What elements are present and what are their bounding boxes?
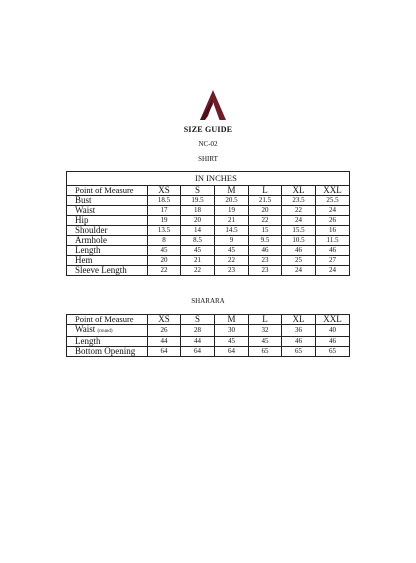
measurement-cell: 23 bbox=[215, 266, 249, 276]
measurement-cell: 45 bbox=[181, 246, 215, 256]
measurement-cell: 20 bbox=[249, 206, 282, 216]
table-row bbox=[67, 216, 350, 226]
row-label-text: Hip bbox=[75, 215, 89, 225]
measurement-cell: 23 bbox=[249, 256, 282, 266]
table-row bbox=[67, 337, 350, 347]
measurement-cell: 22 bbox=[249, 216, 282, 226]
sharara-size-table bbox=[66, 314, 350, 357]
column-header-size: XL bbox=[282, 186, 316, 196]
row-label bbox=[67, 216, 148, 226]
measurement-cell: 15 bbox=[249, 226, 282, 236]
table-row bbox=[67, 236, 350, 246]
measurement-cell: 65 bbox=[249, 347, 282, 357]
measurement-cell: 17 bbox=[148, 206, 181, 216]
column-header-size: S bbox=[181, 315, 215, 325]
measurement-cell: 45 bbox=[215, 337, 249, 347]
measurement-cell: 23.5 bbox=[282, 196, 316, 206]
measurement-cell: 16 bbox=[316, 226, 350, 236]
measurement-cell: 30 bbox=[215, 325, 249, 337]
column-header-size: M bbox=[215, 186, 249, 196]
product-code: NC-02 bbox=[198, 140, 218, 148]
column-header-size: XS bbox=[148, 315, 181, 325]
measurement-cell: 28 bbox=[181, 325, 215, 337]
measurement-cell: 24 bbox=[316, 206, 350, 216]
row-label-text: Armhole bbox=[75, 235, 107, 245]
table-row bbox=[67, 206, 350, 216]
table-row bbox=[67, 325, 350, 337]
shirt-section-title: SHIRT bbox=[198, 155, 218, 163]
measurement-cell: 25 bbox=[282, 256, 316, 266]
row-label bbox=[67, 196, 148, 206]
row-label-text: Length bbox=[75, 336, 101, 346]
measurement-cell: 10.5 bbox=[282, 236, 316, 246]
measurement-cell: 19 bbox=[148, 216, 181, 226]
column-header-label: Point of Measure bbox=[67, 315, 148, 325]
brand-a-logo-icon bbox=[200, 90, 226, 120]
measurement-cell: 65 bbox=[316, 347, 350, 357]
page-title: SIZE GUIDE bbox=[183, 125, 233, 134]
table-row bbox=[67, 266, 350, 276]
row-label-text: Waist bbox=[75, 324, 96, 334]
row-label-note: (round) bbox=[97, 329, 113, 334]
row-label bbox=[67, 226, 148, 236]
measurement-cell: 45 bbox=[148, 246, 181, 256]
measurement-cell: 45 bbox=[215, 246, 249, 256]
measurement-cell: 64 bbox=[148, 347, 181, 357]
row-label bbox=[67, 246, 148, 256]
measurement-cell: 13.5 bbox=[148, 226, 181, 236]
row-label bbox=[67, 337, 148, 347]
measurement-cell: 25.5 bbox=[316, 196, 350, 206]
measurement-cell: 21 bbox=[215, 216, 249, 226]
table-banner-row bbox=[67, 172, 350, 186]
table-header-row bbox=[67, 315, 350, 325]
measurement-cell: 23 bbox=[249, 266, 282, 276]
table-row bbox=[67, 196, 350, 206]
column-header-size: M bbox=[215, 315, 249, 325]
measurement-cell: 32 bbox=[249, 325, 282, 337]
measurement-cell: 20 bbox=[148, 256, 181, 266]
row-label-text: Bust bbox=[75, 195, 92, 205]
column-header-size: XS bbox=[148, 186, 181, 196]
measurement-cell: 46 bbox=[249, 246, 282, 256]
measurement-cell: 64 bbox=[215, 347, 249, 357]
measurement-cell: 19 bbox=[215, 206, 249, 216]
row-label bbox=[67, 206, 148, 216]
measurement-cell: 44 bbox=[181, 337, 215, 347]
measurement-cell: 15.5 bbox=[282, 226, 316, 236]
measurement-cell: 8.5 bbox=[181, 236, 215, 246]
measurement-cell: 24 bbox=[316, 266, 350, 276]
measurement-cell: 24 bbox=[282, 216, 316, 226]
row-label bbox=[67, 347, 148, 357]
measurement-cell: 18 bbox=[181, 206, 215, 216]
row-label-text: Bottom Opening bbox=[75, 346, 136, 356]
shirt-size-table bbox=[66, 171, 350, 276]
column-header-label: Point of Measure bbox=[67, 186, 148, 196]
column-header-size: L bbox=[249, 315, 282, 325]
measurement-cell: 11.5 bbox=[316, 236, 350, 246]
column-header-size: XXL bbox=[316, 186, 350, 196]
measurement-cell: 45 bbox=[249, 337, 282, 347]
measurement-cell: 20 bbox=[181, 216, 215, 226]
measurement-cell: 44 bbox=[148, 337, 181, 347]
measurement-cell: 24 bbox=[282, 266, 316, 276]
table-row bbox=[67, 226, 350, 236]
column-header-size: S bbox=[181, 186, 215, 196]
measurement-cell: 36 bbox=[282, 325, 316, 337]
row-label-text: Length bbox=[75, 245, 101, 255]
sharara-section-title: SHARARA bbox=[191, 297, 225, 305]
measurement-cell: 46 bbox=[316, 337, 350, 347]
table-row bbox=[67, 347, 350, 357]
measurement-cell: 21 bbox=[181, 256, 215, 266]
measurement-cell: 65 bbox=[282, 347, 316, 357]
table-row bbox=[67, 256, 350, 266]
measurement-cell: 18.5 bbox=[148, 196, 181, 206]
measurement-cell: 26 bbox=[316, 216, 350, 226]
row-label-text: Shoulder bbox=[75, 225, 108, 235]
measurement-cell: 9.5 bbox=[249, 236, 282, 246]
row-label-text: Hem bbox=[75, 255, 93, 265]
measurement-cell: 22 bbox=[215, 256, 249, 266]
measurement-cell: 14 bbox=[181, 226, 215, 236]
measurement-cell: 22 bbox=[148, 266, 181, 276]
row-label-text: Waist bbox=[75, 205, 96, 215]
measurement-cell: 22 bbox=[282, 206, 316, 216]
measurement-cell: 21.5 bbox=[249, 196, 282, 206]
measurement-cell: 8 bbox=[148, 236, 181, 246]
row-label bbox=[67, 266, 148, 276]
measurement-cell: 46 bbox=[316, 246, 350, 256]
measurement-cell: 22 bbox=[181, 266, 215, 276]
row-label bbox=[67, 325, 148, 337]
row-label bbox=[67, 236, 148, 246]
measurement-cell: 19.5 bbox=[181, 196, 215, 206]
measurement-cell: 20.5 bbox=[215, 196, 249, 206]
column-header-size: L bbox=[249, 186, 282, 196]
units-banner: IN INCHES bbox=[67, 172, 350, 186]
measurement-cell: 27 bbox=[316, 256, 350, 266]
row-label bbox=[67, 256, 148, 266]
measurement-cell: 64 bbox=[181, 347, 215, 357]
measurement-cell: 46 bbox=[282, 337, 316, 347]
table-header-row bbox=[67, 186, 350, 196]
measurement-cell: 46 bbox=[282, 246, 316, 256]
measurement-cell: 40 bbox=[316, 325, 350, 337]
table-row bbox=[67, 246, 350, 256]
measurement-cell: 26 bbox=[148, 325, 181, 337]
row-label-text: Sleeve Length bbox=[75, 265, 127, 275]
column-header-size: XXL bbox=[316, 315, 350, 325]
measurement-cell: 9 bbox=[215, 236, 249, 246]
column-header-size: XL bbox=[282, 315, 316, 325]
measurement-cell: 14.5 bbox=[215, 226, 249, 236]
